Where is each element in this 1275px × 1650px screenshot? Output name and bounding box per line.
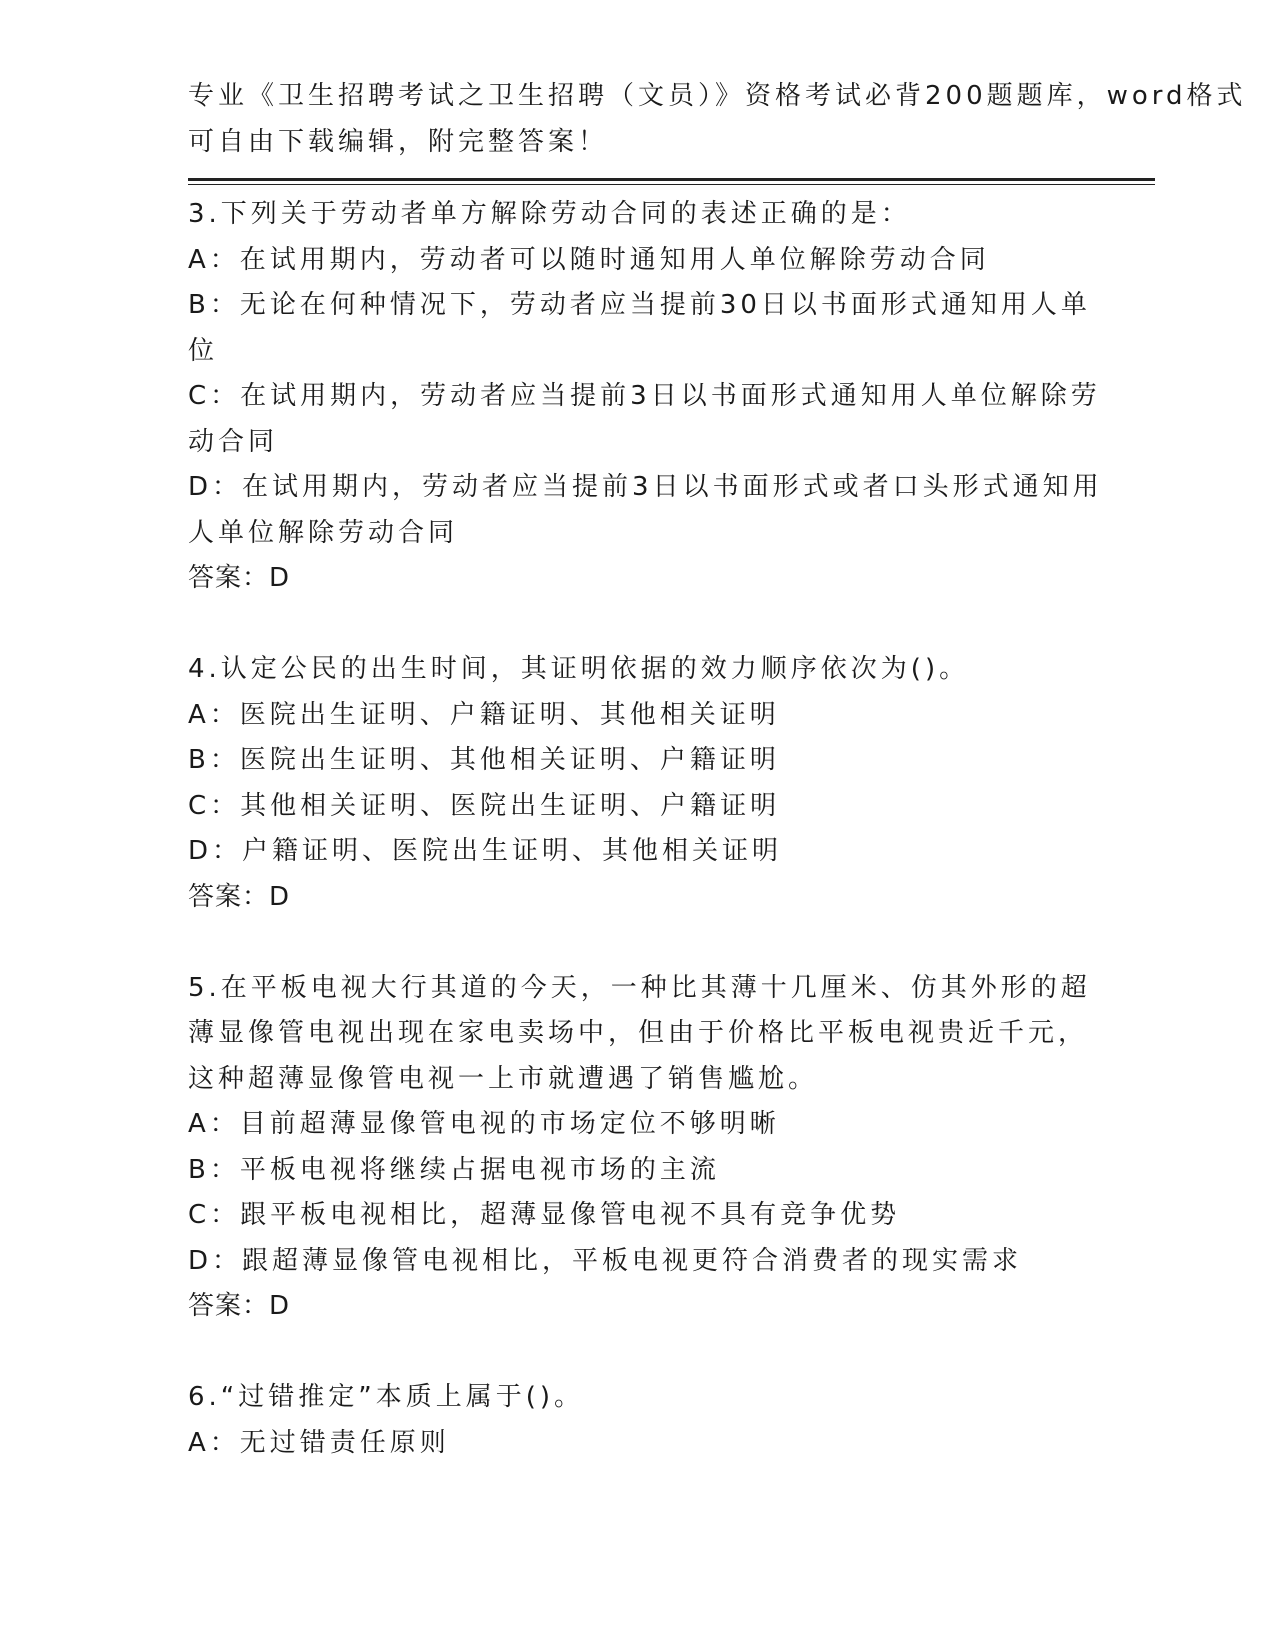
option-text: B：医院出生证明、其他相关证明、户籍证明	[188, 745, 780, 775]
spacer	[188, 602, 1068, 648]
option-text: A：目前超薄显像管电视的市场定位不够明晰	[188, 1109, 780, 1139]
option-text: D：在试用期内，劳动者应当提前3日以书面形式或者口头形式通知用	[188, 472, 1103, 502]
option-text: C：其他相关证明、医院出生证明、户籍证明	[188, 790, 781, 821]
question-text: 3.下列关于劳动者单方解除劳动合同的表述正确的是：	[188, 199, 911, 229]
option-text: D：户籍证明、医院出生证明、其他相关证明	[188, 836, 783, 866]
question-text: 这种超薄显像管电视一上市就遭遇了销售尴尬。	[188, 1063, 819, 1094]
question-text: 5.在平板电视大行其道的今天，一种比其薄十几厘米、仿其外形的超	[188, 972, 1091, 1003]
option-text: B：无论在何种情况下，劳动者应当提前30日以书面形式通知用人单	[188, 290, 1091, 320]
question-block	[188, 1375, 1068, 1466]
question-list	[188, 192, 1103, 1466]
option-text: 人单位解除劳动合同	[188, 517, 459, 548]
question-block	[188, 647, 1068, 920]
question-text: 4.认定公民的出生时间，其证明依据的效力顺序依次为()。	[188, 654, 970, 684]
question-block	[188, 966, 1091, 1330]
spacer	[188, 1330, 1068, 1376]
spacer	[188, 920, 1068, 966]
option-text: C：跟平板电视相比，超薄显像管电视不具有竞争优势	[188, 1200, 901, 1230]
option-text: 动合同	[188, 426, 279, 457]
question-text: 6.“过错推定”本质上属于()。	[188, 1382, 585, 1412]
header-divider	[188, 178, 1155, 181]
option-text: D：跟超薄显像管电视相比，平板电视更符合消费者的现实需求	[188, 1245, 1023, 1276]
document-header	[188, 74, 1247, 165]
answer-text: 答案：D	[188, 881, 291, 912]
question-text: 薄显像管电视出现在家电卖场中，但由于价格比平板电视贵近千元，	[188, 1018, 1089, 1048]
header-line: 可自由下载编辑，附完整答案！	[188, 126, 609, 157]
option-text: 位	[188, 335, 219, 366]
answer-text: 答案：D	[188, 1291, 291, 1321]
option-text: C：在试用期内，劳动者应当提前3日以书面形式通知用人单位解除劳	[188, 381, 1101, 411]
option-text: A：无过错责任原则	[188, 1427, 450, 1458]
option-text: A：在试用期内，劳动者可以随时通知用人单位解除劳动合同	[188, 244, 990, 275]
question-block	[188, 192, 1103, 602]
header-divider	[188, 184, 1155, 185]
option-text: B：平板电视将继续占据电视市场的主流	[188, 1154, 720, 1185]
header-line: 专业《卫生招聘考试之卫生招聘（文员）》资格考试必背200题题库，word格式	[188, 81, 1247, 111]
option-text: A：医院出生证明、户籍证明、其他相关证明	[188, 699, 780, 730]
answer-text: 答案：D	[188, 563, 291, 593]
